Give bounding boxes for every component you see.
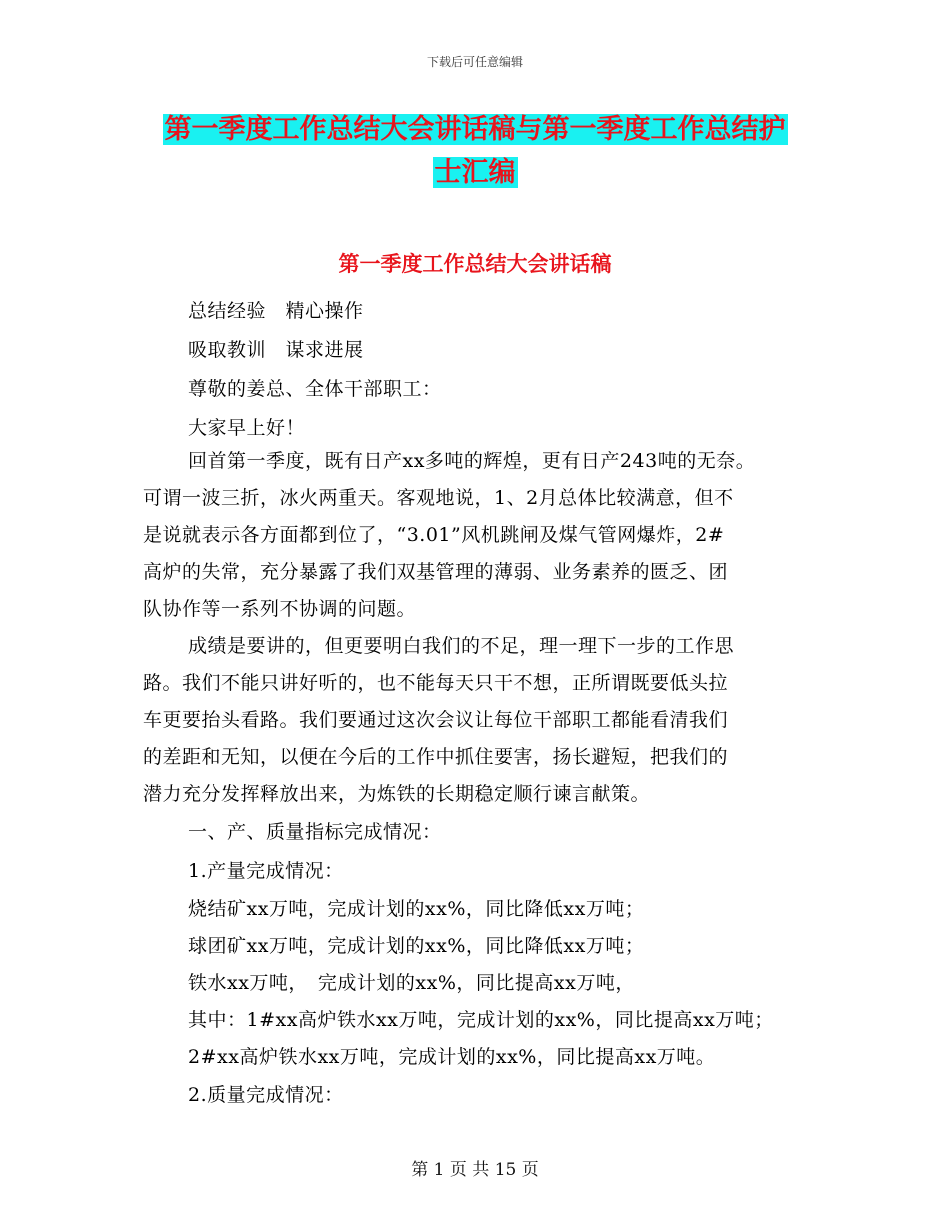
body-line: 1.产量完成情况： bbox=[188, 860, 344, 882]
document-title bbox=[0, 112, 950, 148]
body-line: 总结经验 精心操作 bbox=[188, 300, 364, 322]
body-line: 队协作等一系列不协调的问题。 bbox=[143, 598, 417, 620]
header-note: 下载后可任意编辑 bbox=[426, 55, 523, 69]
body-line: 球团矿xx万吨，完成计划的xx%，同比降低xx万吨； bbox=[188, 935, 645, 957]
body-line: 成绩是要讲的，但更要明白我们的不足，理一理下一步的工作思 bbox=[188, 635, 735, 657]
body-line: 是说就表示各方面都到位了，“3.01”风机跳闸及煤气管网爆炸，2# bbox=[143, 524, 725, 546]
body-line: 可谓一波三折，冰火两重天。客观地说，1、2月总体比较满意，但不 bbox=[143, 487, 734, 509]
body-line: 2.质量完成情况： bbox=[188, 1084, 344, 1106]
body-line: 其中：1#xx高炉铁水xx万吨，完成计划的xx%，同比提高xx万吨； bbox=[188, 1009, 774, 1031]
body-line: 烧结矿xx万吨，完成计划的xx%，同比降低xx万吨； bbox=[188, 898, 645, 920]
body-line: 吸取教训 谋求进展 bbox=[188, 339, 364, 361]
body-line: 回首第一季度，既有日产xx多吨的辉煌，更有日产243吨的无奈。 bbox=[188, 450, 756, 472]
body-line: 尊敬的姜总、全体干部职工： bbox=[188, 378, 442, 400]
body-line: 大家早上好！ bbox=[188, 417, 306, 439]
body-line: 铁水xx万吨， 完成计划的xx%，同比提高xx万吨， bbox=[188, 972, 635, 994]
document-title-line-2: 士汇编 bbox=[434, 157, 516, 188]
document-title-continued bbox=[0, 155, 950, 191]
body-line: 一、产、质量指标完成情况： bbox=[188, 821, 442, 843]
body-line: 2#xx高炉铁水xx万吨，完成计划的xx%，同比提高xx万吨。 bbox=[188, 1046, 716, 1068]
body-line: 路。我们不能只讲好听的，也不能每天只干不想，正所谓既要低头拉 bbox=[143, 672, 729, 694]
body-line: 高炉的失常，充分暴露了我们双基管理的薄弱、业务素养的匮乏、团 bbox=[143, 561, 729, 583]
body-line: 的差距和无知，以便在今后的工作中抓住要害，扬长避短，把我们的 bbox=[143, 746, 729, 768]
body-line: 车更要抬头看路。我们要通过这次会议让每位干部职工都能看清我们 bbox=[143, 709, 729, 731]
document-title-line-1: 第一季度工作总结大会讲话稿与第一季度工作总结护 bbox=[164, 114, 786, 145]
page-footer: 第 1 页 共 15 页 bbox=[411, 1160, 539, 1180]
section-title: 第一季度工作总结大会讲话稿 bbox=[338, 252, 612, 276]
body-line: 潜力充分发挥释放出来，为炼铁的长期稳定顺行谏言献策。 bbox=[143, 783, 651, 805]
